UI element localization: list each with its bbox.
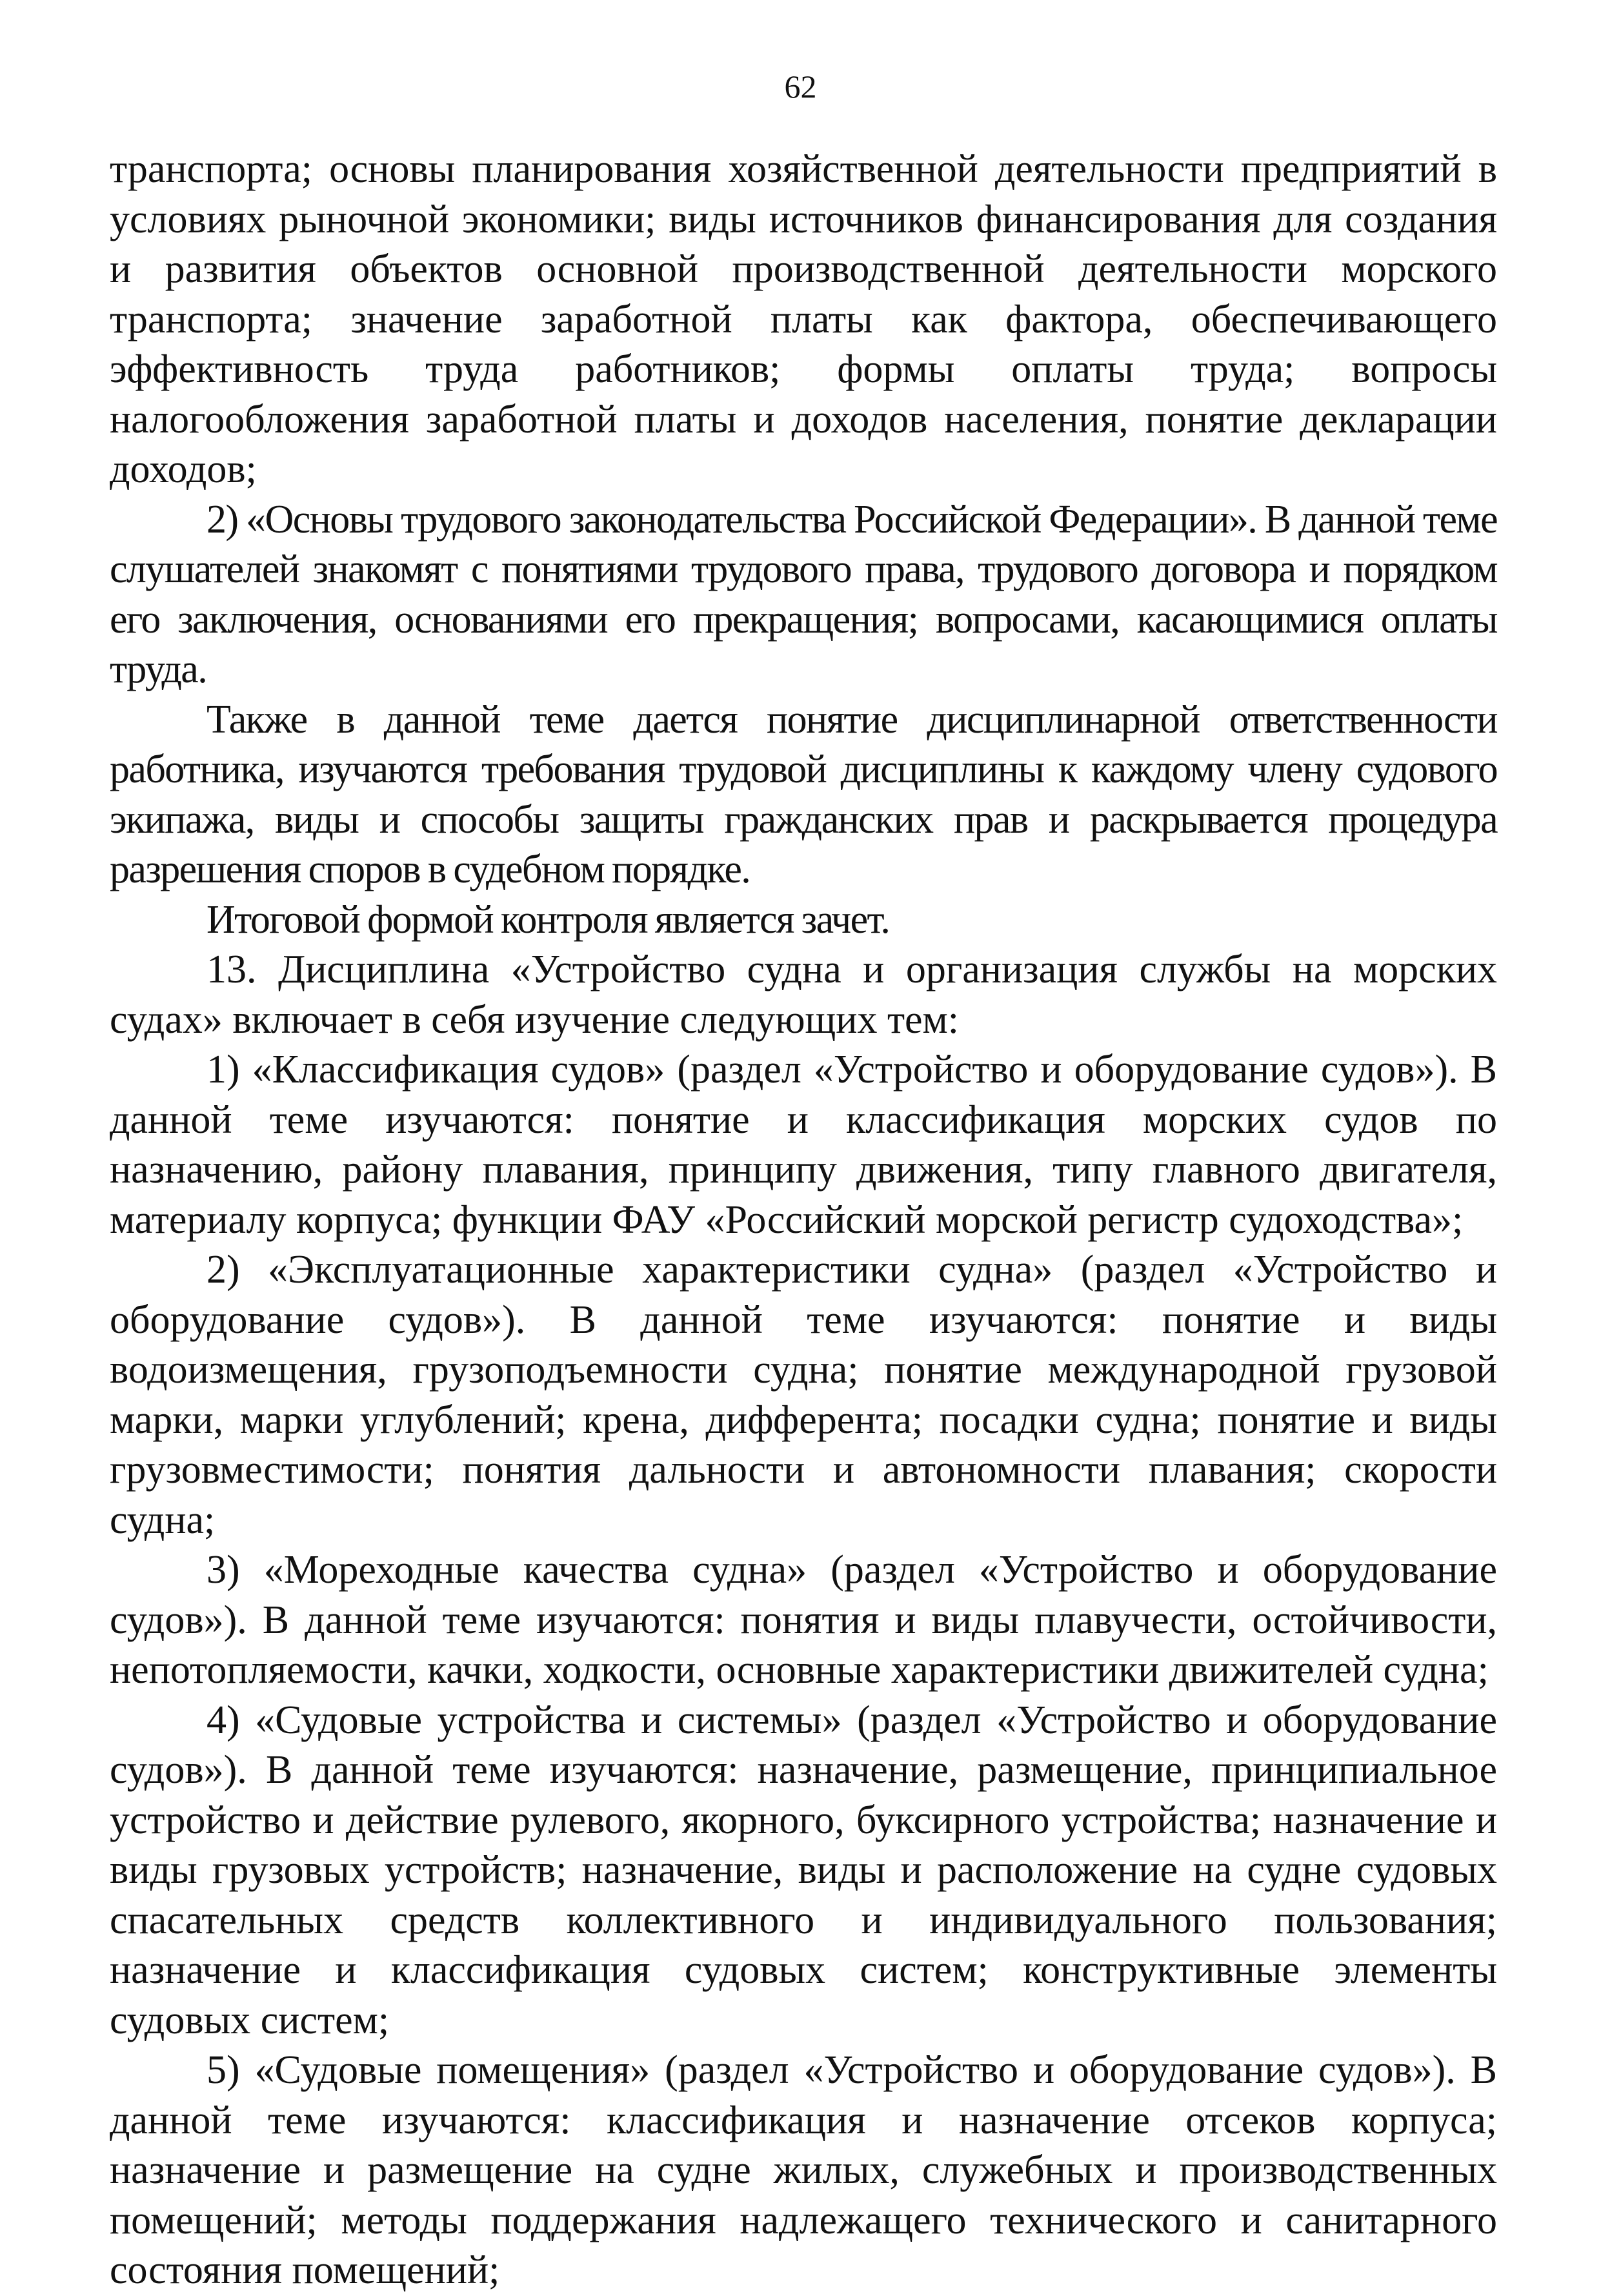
paragraph-labor-law-topic: 2) «Основы трудового законодательства Российской Федерации». В данной теме слушателей знакомят с понятиями трудового права, трудового договора и порядком его заключения, основаниями его прекращения; вопросами, касающимися оплаты труда. [110,497,1497,691]
paragraph-discipline: Также в данной теме дается понятие дисциплинарной ответственности работника, изучаются требования трудовой дисциплины к каждому члену судового экипажа, виды и способы защиты гражданских прав и раскрывается процедура разрешения споров в судебном порядке. [110,697,1497,891]
paragraph-topic-4: 4) «Судовые устройства и системы» (раздел «Устройство и оборудование судов»). В данной теме изучаются: назначение, размещение, принципиальное устройство и действие рулевого, якорного, буксирного устройства; назначение и виды грузовых устройств; назначение, виды и расположение на судне судовых спасательных средств коллективного и индивидуального пользования; назначение и классификация судовых систем; конструктивные элементы судовых систем; [110,1698,1497,2042]
paragraph-final-control: Итоговой формой контроля является зачет. [206,897,890,942]
paragraph-topic-5: 5) «Судовые помещения» (раздел «Устройство и оборудование судов»). В данной теме изучаются: классификация и назначение отсеков корпуса; назначение и размещение на судне жилых, служебных и производственных помещений; методы поддержания надлежащего технического и санитарного состояния помещений; [110,2048,1497,2292]
paragraph-topic-1: 1) «Классификация судов» (раздел «Устройство и оборудование судов»). В данной теме изучаются: понятие и классификация морских судов по назначению, району плавания, принципу движения, типу главного двигателя, материалу корпуса; функции ФАУ «Российский морской регистр судоходства»; [110,1048,1497,1242]
page-number: 62 [784,68,817,105]
paragraph-discipline-13: 13. Дисциплина «Устройство судна и организация службы на морских судах» включает в себя изучение следующих тем: [110,948,1497,1042]
paragraph-topic-2: 2) «Эксплуатационные характеристики судна» (раздел «Устройство и оборудование судов»). В данной теме изучаются: понятие и виды водоизмещения, грузоподъемности судна; понятие международной грузовой марки, марки углублений; крена, дифферента; посадки судна; понятие и виды грузовместимости; понятия дальности и автономности плавания; скорости судна; [110,1248,1497,1542]
body-text [110,145,1497,2296]
paragraph-topic-3: 3) «Мореходные качества судна» (раздел «Устройство и оборудование судов»). В данной теме изучаются: понятия и виды плавучести, остойчивости, непотопляемости, качки, ходкости, основные характеристики движителей судна; [110,1548,1497,1692]
paragraph-continuation: транспорта; основы планирования хозяйственной деятельности предприятий в условиях рыночной экономики; виды источников финансирования для создания и развития объектов основной производственной деятельности морского транспорта; значение заработной платы как фактора, обеспечивающего эффективность труда работников; формы оплаты труда; вопросы налогообложения заработной платы и доходов населения, понятие декларации доходов; [110,147,1497,491]
